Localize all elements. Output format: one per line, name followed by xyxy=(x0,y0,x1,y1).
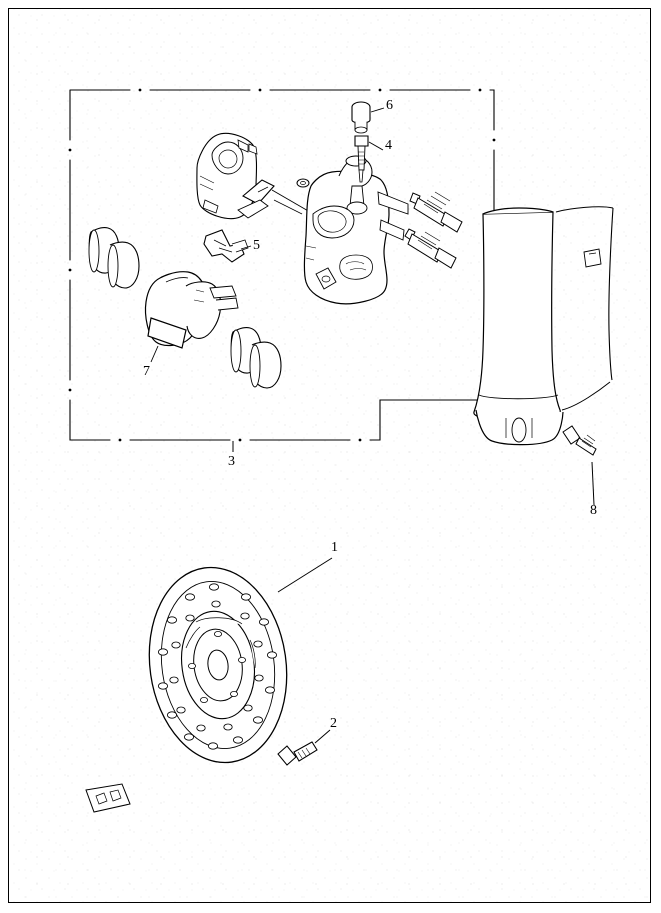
callout-7: 7 xyxy=(143,364,150,379)
callout-6: 6 xyxy=(386,98,393,113)
callout-4: 4 xyxy=(385,138,392,153)
callout-2: 2 xyxy=(330,716,337,731)
callout-3: 3 xyxy=(228,454,235,469)
callout-8: 8 xyxy=(590,503,597,518)
callout-1: 1 xyxy=(331,540,338,555)
callout-5: 5 xyxy=(253,238,260,253)
bleed-cap xyxy=(352,102,370,133)
